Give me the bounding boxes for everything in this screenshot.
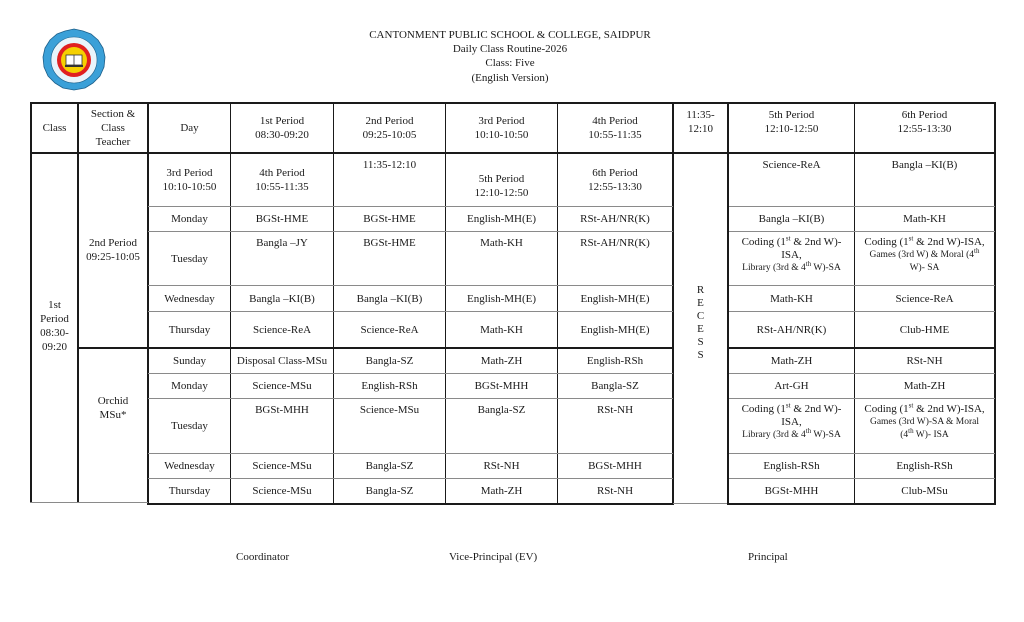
subject-cell: Bangla-SZ <box>365 485 414 497</box>
subject-cell: RSt-NH <box>596 485 634 497</box>
section-label-2 <box>79 390 147 426</box>
subject-cell: Math-KH <box>480 237 523 249</box>
subject-cell: BGSt-MHH <box>474 380 529 392</box>
subject-cell: Club-MSu <box>901 485 948 497</box>
subject-cell: Science-ReA <box>360 323 419 336</box>
period-label: 5th Period <box>768 109 815 121</box>
subject-cell: English-MH(E) <box>466 292 537 305</box>
header-period-2 <box>334 104 445 152</box>
subject-cell: BGSt-HME <box>255 213 309 225</box>
period-time: 10:55-11:35 <box>255 181 309 193</box>
subject-cell: Club-HME <box>899 323 950 336</box>
school-name: CANTONMENT PUBLIC SCHOOL & COLLEGE, SAIDPUR <box>369 29 651 41</box>
subject-cell: Science-MSu <box>252 460 312 472</box>
period-label: 3rd Period <box>478 115 525 127</box>
recess-letter: S <box>697 336 704 348</box>
subject-cell: RSt-AH/NR(K) <box>580 237 650 249</box>
recess-time-end: 12:10 <box>687 123 714 135</box>
subject-cell: English-RSh <box>896 460 953 472</box>
line: Coding (1st & 2nd W)-ISA, <box>864 401 985 415</box>
subheader-p6: Bangla –KI(B) <box>891 159 958 171</box>
period-time: 10:10-10:50 <box>474 129 529 141</box>
header-period-4 <box>558 104 672 152</box>
subject-cell: English-RSh <box>361 380 418 392</box>
subject-cell: BGSt-MHH <box>255 404 309 416</box>
subject-cell: Bangla –KI(B) <box>356 292 423 305</box>
subject-cell: Science-ReA <box>895 292 954 305</box>
subject-cell: Disposal Class-MSu <box>236 355 328 367</box>
line: W)- SA <box>909 263 940 273</box>
recess-letter: R <box>696 284 705 296</box>
recess-letter: S <box>697 349 704 361</box>
subject-cell: BGSt-MHH <box>764 485 819 497</box>
recess-letter: E <box>697 323 704 335</box>
subject-cell <box>729 399 854 453</box>
subject-cell: BGSt-HME <box>363 213 416 225</box>
line: Coding (1st & 2nd W)- <box>741 234 842 248</box>
day-cell: Monday <box>171 380 208 392</box>
period-time: 08:30-09:20 <box>255 129 309 141</box>
recess-label <box>674 282 727 364</box>
subject-cell <box>855 399 994 453</box>
subheader-p1 <box>231 154 333 206</box>
period-label: 2nd Period <box>365 115 414 127</box>
recess-letter: C <box>696 310 705 322</box>
subject-cell: English-RSh <box>586 355 644 367</box>
header-period-3 <box>446 104 557 152</box>
class-line: 1st <box>48 299 61 311</box>
subject-cell: Science-MSu <box>252 485 312 497</box>
subject-cell: Math-ZH <box>480 355 523 367</box>
recess-letter: E <box>697 297 704 309</box>
subject-cell: RSt-NH <box>596 404 634 416</box>
subject-cell: RSt-NH <box>483 460 520 472</box>
period-time: 10:10-10:50 <box>162 181 217 193</box>
period-time: 09:25-10:05 <box>362 129 417 141</box>
subject-cell: Math-KH <box>480 323 523 336</box>
class-line: 08:30- <box>40 327 69 339</box>
subject-cell: Math-ZH <box>770 355 813 367</box>
section-line: Orchid <box>97 395 129 407</box>
header-period-1 <box>231 104 333 152</box>
subheader-p5: Science-ReA <box>762 159 821 171</box>
line: ISA, <box>781 416 802 428</box>
subject-cell: Bangla –JY <box>256 237 308 249</box>
day-cell: Wednesday <box>164 292 215 305</box>
line: ISA, <box>781 249 802 261</box>
day-cell: Tuesday <box>171 420 208 432</box>
period-label: 4th Period <box>259 167 305 179</box>
subject-cell <box>729 232 854 285</box>
subheader-p3 <box>446 160 557 212</box>
subject-cell: BGSt-HME <box>363 237 416 249</box>
subject-cell: English-MH(E) <box>580 323 650 336</box>
day-cell: Tuesday <box>171 252 208 265</box>
subject-cell: Math-ZH <box>480 485 523 497</box>
class-line: Period <box>40 313 69 325</box>
header-period-6 <box>855 104 994 152</box>
subject-cell: English-MH(E) <box>466 213 537 225</box>
signature-coordinator: Coordinator <box>236 551 290 563</box>
line: Library (3rd & 4th W)-SA <box>742 259 841 273</box>
line: Games (3rd W) & Moral (4th <box>869 246 980 260</box>
recess-time-start: 11:35- <box>686 109 715 121</box>
day-cell: Thursday <box>168 323 211 336</box>
section-line: 09:25-10:05 <box>86 251 140 263</box>
period-label: 1st Period <box>259 115 305 127</box>
signature-principal: Principal <box>748 551 788 563</box>
period-label: 5th Period <box>478 173 525 185</box>
subject-cell: Bangla-SZ <box>477 404 526 416</box>
subject-cell: English-RSh <box>763 460 820 472</box>
subject-cell: Bangla –KI(B) <box>249 292 315 305</box>
period-time: 10:55-11:35 <box>588 129 642 141</box>
subject-cell: Bangla –KI(B) <box>758 213 825 225</box>
day-cell: Thursday <box>168 485 211 497</box>
subject-cell: Bangla-SZ <box>591 380 639 392</box>
subject-cell: Bangla-SZ <box>365 460 414 472</box>
header-period-5 <box>729 104 854 152</box>
subject-cell: Art-GH <box>774 380 809 392</box>
subject-cell: Math-KH <box>903 213 946 225</box>
subheader-p4 <box>558 154 672 206</box>
period-time: 12:55-13:30 <box>897 123 952 135</box>
signature-vice-principal: Vice-Principal (EV) <box>449 551 538 563</box>
day-cell: Monday <box>171 213 208 225</box>
class-line: Class: Five <box>485 57 535 69</box>
section-line: MSu* <box>99 409 127 421</box>
school-crest-logo <box>38 28 110 92</box>
line: Coding (1st & 2nd W)- <box>741 401 842 415</box>
subheader-p2: 11:35-12:10 <box>362 159 417 171</box>
subject-cell <box>855 232 994 285</box>
line: Coding (1st & 2nd W)-ISA, <box>864 234 985 248</box>
subject-cell: Math-ZH <box>903 380 946 392</box>
version-line: (English Version) <box>471 72 549 84</box>
subject-cell: English-MH(E) <box>580 292 650 305</box>
subject-cell: RSt-AH/NR(K) <box>580 213 650 225</box>
period-label: 6th Period <box>592 167 638 179</box>
day-cell: Sunday <box>173 355 206 367</box>
period-label: 4th Period <box>592 115 638 127</box>
subject-cell: Bangla-SZ <box>365 355 414 367</box>
period-time: 12:10-12:50 <box>764 123 819 135</box>
period-label: 6th Period <box>901 109 948 121</box>
subject-cell: RSt-NH <box>906 355 943 367</box>
line: Library (3rd & 4th W)-SA <box>742 426 841 440</box>
subject-cell: BGSt-MHH <box>588 460 642 472</box>
routine-title: Daily Class Routine-2026 <box>452 43 568 55</box>
section-label-1 <box>79 232 147 268</box>
header-day: Day <box>180 122 199 134</box>
day-cell: Wednesday <box>164 460 215 472</box>
class-cell <box>32 296 77 356</box>
class-line: 09:20 <box>41 341 68 353</box>
line: (4th W)- ISA <box>900 426 949 440</box>
period-label: 3rd Period <box>166 167 213 179</box>
period-time: 12:55-13:30 <box>588 181 642 193</box>
subject-cell: Science-MSu <box>252 380 312 392</box>
subject-cell: Science-MSu <box>359 404 420 416</box>
subject-cell: Math-KH <box>770 292 813 305</box>
subheader-day <box>149 154 230 206</box>
section-line: 2nd Period <box>89 237 137 249</box>
subject-cell: Science-ReA <box>252 323 312 336</box>
subject-cell: RSt-AH/NR(K) <box>756 323 827 336</box>
header-recess-time <box>674 104 727 152</box>
header-section: Section & Class Teacher <box>90 108 136 148</box>
line: Games (3rd W)-SA & Moral <box>869 417 980 427</box>
period-time: 12:10-12:50 <box>474 187 529 199</box>
header-class: Class <box>42 122 67 134</box>
